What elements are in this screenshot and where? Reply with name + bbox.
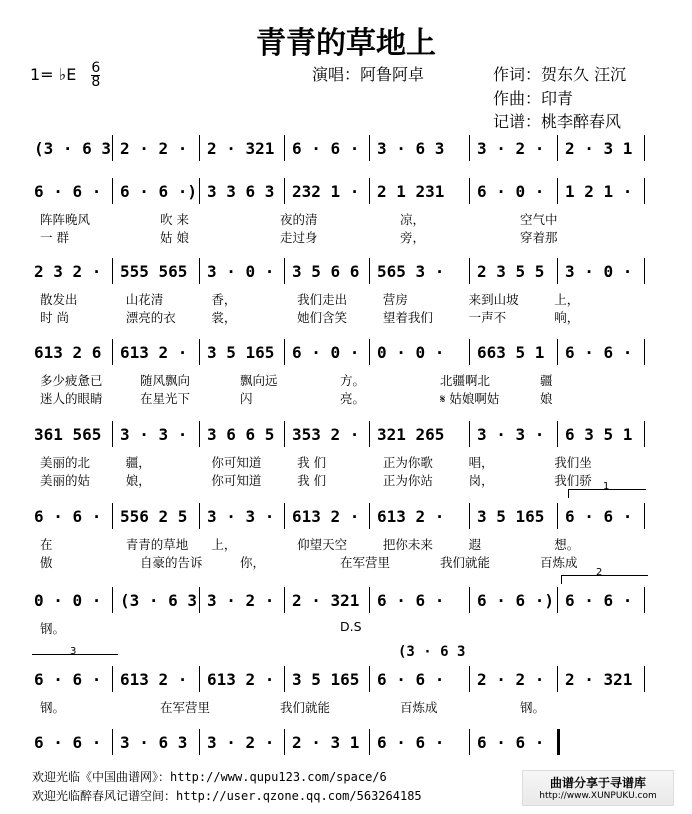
- measure: 613 2 ·: [377, 507, 445, 526]
- measure: 1 2 1 ·: [565, 182, 633, 201]
- lyric-fragment: 望着我们: [382, 310, 433, 325]
- measure: 6 · 6 ·): [477, 591, 555, 610]
- lyric-fragment: 我们就能: [440, 555, 491, 570]
- measure: 3 5 165: [207, 343, 275, 362]
- watermark-line-2: http://www.XUNPUKU.com: [539, 791, 657, 801]
- footer-line-2: 欢迎光临醉春风记谱空间：http://user.qzone.qq.com/563264185: [32, 789, 422, 803]
- lyric-fragment: 她们含笑: [297, 310, 348, 325]
- measure: 2 · 321: [207, 139, 275, 158]
- measure: 3 · 6 3: [377, 139, 445, 158]
- lyric-fragment: 飘向远: [240, 373, 278, 388]
- lyric-fragment: 我们骄: [554, 473, 592, 488]
- measure: 6 · 6 ·: [377, 670, 445, 689]
- lyric-fragment: 来到山坡: [468, 292, 519, 307]
- measure: 2 3 5 5: [477, 262, 545, 281]
- measure: 6 · 6 ·: [377, 591, 445, 610]
- note-line: [0, 507, 692, 531]
- measure: 2 · 3 1: [565, 139, 633, 158]
- measure: 361 565: [34, 425, 102, 444]
- lyric-fragment: 吹 来: [160, 212, 189, 227]
- lyric-fragment: 岗，: [468, 473, 494, 488]
- measure: (3 · 6 3: [120, 591, 198, 610]
- measure: 6 · 0 ·: [477, 182, 545, 201]
- key-label: 1= ♭E: [30, 65, 77, 84]
- lyric-fragment: 漂亮的衣: [125, 310, 176, 325]
- lyric-fragment: 𝄋 姑娘啊姑: [440, 391, 500, 406]
- watermark: [522, 770, 674, 806]
- lyric-fragment: 唱，: [468, 455, 494, 470]
- lyric-fragment: 美丽的姑: [40, 473, 91, 488]
- measure: 3 · 0 ·: [207, 262, 275, 281]
- lyric-fragment: 上，: [211, 537, 237, 552]
- volta-number-2: 2: [596, 567, 603, 578]
- note-line: [0, 425, 692, 449]
- measure: 6 · 6 ·: [34, 670, 102, 689]
- note-line: [0, 591, 692, 615]
- lyric-fragment: 夜的清: [280, 212, 318, 227]
- lyric-fragment: 空气中: [520, 212, 558, 227]
- lyric-fragment: 傲: [40, 555, 53, 570]
- measure: 6 · 6 ·: [565, 343, 633, 362]
- volta-bracket-1: [568, 481, 646, 498]
- measure: 613 2 ·: [207, 670, 275, 689]
- measure: 6 · 6 ·: [34, 507, 102, 526]
- lyric-fragment: 山花清: [125, 292, 164, 307]
- measure: 6 · 6 ·: [377, 733, 445, 752]
- lyric-fragment: 百炼成: [400, 700, 438, 715]
- measure: 321 265: [377, 425, 445, 444]
- lyric-fragment: 北疆啊北: [440, 373, 491, 388]
- lyric-fragment: 走过身: [280, 230, 318, 245]
- lyric-fragment: 穿着那: [520, 230, 558, 245]
- measure: 6 · 6 ·: [34, 182, 102, 201]
- measure: 555 565: [120, 262, 188, 281]
- singer: 演唱：阿鲁阿卓: [312, 65, 425, 84]
- measure: 0 · 0 ·: [377, 343, 445, 362]
- lyric-fragment: 阵阵晚风: [40, 212, 91, 227]
- measure: 3 · 2 ·: [477, 139, 545, 158]
- interlude-prefix: (3 · 6 3: [398, 644, 466, 660]
- measure: 613 2 6: [34, 343, 102, 362]
- key-signature: [30, 62, 100, 89]
- lyric-fragment: 散发出: [40, 292, 78, 307]
- lyric-fragment: 闪: [240, 391, 253, 406]
- measure: 3 · 2 ·: [207, 591, 275, 610]
- lyric-fragment: 在军营里: [340, 555, 391, 570]
- measure: 3 5 6 6: [292, 262, 360, 281]
- measure: 6 · 6 ·: [565, 507, 633, 526]
- measure: 6 · 6 ·: [34, 733, 102, 752]
- lyric-fragment: 营房: [382, 292, 408, 307]
- measure: 3 · 3 ·: [120, 425, 188, 444]
- lyric-fragment: 钢。: [520, 700, 546, 715]
- measure: 613 2 ·: [120, 670, 188, 689]
- measure: 3 6 6 5: [207, 425, 275, 444]
- measure: 2 3 2 ·: [34, 262, 102, 281]
- measure: 2 · 3 1: [292, 733, 360, 752]
- volta-number-3: 3: [70, 646, 77, 657]
- measure: 556 2 5: [120, 507, 188, 526]
- measure: 2 · 321: [292, 591, 360, 610]
- measure: 3 · 2 ·: [207, 733, 275, 752]
- measure: 2 · 2 ·: [477, 670, 545, 689]
- measure: 3 · 0 ·: [565, 262, 633, 281]
- measure: (3 · 6 3: [34, 139, 112, 158]
- measure: 565 3 ·: [377, 262, 445, 281]
- time-sig-top: 6: [91, 60, 101, 76]
- lyric-fragment: 正为你歌: [382, 455, 433, 470]
- note-line: [0, 182, 692, 206]
- transcriber: 记谱：桃李醉春风: [493, 112, 622, 131]
- note-line: [0, 262, 692, 286]
- measure: 2 1 231: [377, 182, 445, 201]
- lyric-fragment: 在: [40, 537, 53, 552]
- lyric-fragment: 想。: [554, 537, 580, 552]
- lyric-fragment: 青青的草地: [125, 537, 189, 552]
- measure: 3 5 165: [292, 670, 360, 689]
- measure: 0 · 0 ·: [34, 591, 102, 610]
- lyric-fragment: 旁，: [400, 230, 426, 245]
- lyric-fragment: 疆，: [125, 455, 151, 470]
- lyric-fragment: 遐: [468, 537, 482, 552]
- measure: 6 · 6 ·): [120, 182, 198, 201]
- note-line: [0, 670, 692, 694]
- volta-number-1: 1: [603, 481, 610, 492]
- measure: 613 2 ·: [120, 343, 188, 362]
- lyric-fragment: 凉，: [400, 212, 426, 227]
- lyric-fragment: 迷人的眼睛: [40, 391, 103, 406]
- lyric-fragment: 我们坐: [554, 455, 592, 470]
- lyric-fragment: 正为你站: [382, 473, 433, 488]
- song-title: 青青的草地上: [256, 26, 436, 61]
- lyric-fragment: 一声不: [468, 310, 507, 325]
- lyric-fragment: 香，: [211, 292, 237, 307]
- note-line: [0, 343, 692, 367]
- lyric-fragment: 多少疲惫已: [40, 373, 103, 388]
- measure: 232 1 ·: [292, 182, 360, 201]
- lyric-fragment: 疆: [540, 373, 553, 388]
- measure: 6 · 6 ·: [565, 591, 633, 610]
- measure: 2 · 2 ·: [120, 139, 188, 158]
- lyric-fragment: 娘: [540, 391, 553, 406]
- lyric-fragment: 你可知道: [211, 473, 262, 488]
- lyric-fragment: 一 群: [40, 230, 69, 245]
- lyric-fragment: 方。: [340, 373, 366, 388]
- lyric-fragment: 我 们: [297, 455, 327, 470]
- lyric-fragment: 上，: [554, 292, 580, 307]
- lyric-fragment: 你，: [240, 555, 266, 570]
- composer: 作曲：印青: [493, 89, 574, 108]
- lyricist: 作词：贺东久 汪沉: [493, 65, 627, 84]
- lyric-fragment: 我们走出: [297, 292, 348, 307]
- volta-bracket-3: [32, 646, 118, 663]
- lyric-fragment: 在军营里: [160, 700, 211, 715]
- measure: 3 5 165: [477, 507, 545, 526]
- measure: 3 3 6 3: [207, 182, 275, 201]
- note-line: [0, 139, 692, 163]
- measure: 6 · 0 ·: [292, 343, 360, 362]
- lyric-fragment: 亮。: [340, 391, 366, 406]
- time-signature: [91, 62, 100, 89]
- lyric-fragment: 裳，: [211, 310, 237, 325]
- measure: 3 · 3 ·: [207, 507, 275, 526]
- lyric-fragment: 钢。: [40, 700, 66, 715]
- measure: 6 3 5 1: [565, 425, 633, 444]
- lyric-fragment: 你可知道: [211, 455, 262, 470]
- measure: 353 2 ·: [292, 425, 360, 444]
- measure: 613 2 ·: [292, 507, 360, 526]
- note-line: [0, 733, 692, 757]
- lyric-fragment: 随风飘向: [140, 373, 191, 388]
- measure: 3 · 3 ·: [477, 425, 545, 444]
- lyric-fragment: D.S: [340, 619, 362, 634]
- measure: 6 · 6 ·: [292, 139, 360, 158]
- lyric-fragment: 娘，: [125, 473, 151, 488]
- measure: 2 · 321: [565, 670, 633, 689]
- time-sig-bottom: 8: [91, 74, 101, 90]
- lyric-fragment: 我们就能: [280, 700, 331, 715]
- volta-bracket-2: [561, 567, 648, 584]
- lyric-fragment: 仰望天空: [297, 537, 348, 552]
- lyric-fragment: 我 们: [297, 473, 327, 488]
- lyric-fragment: 时 尚: [40, 310, 69, 325]
- lyric-fragment: 在星光下: [140, 391, 191, 406]
- footer-line-1: 欢迎光临《中国曲谱网》：http://www.qupu123.com/space/6: [32, 770, 387, 784]
- lyric-fragment: 美丽的北: [40, 455, 91, 470]
- measure: 3 · 6 3: [120, 733, 188, 752]
- lyric-fragment: 自豪的告诉: [140, 555, 203, 570]
- measure: 6 · 6 ·: [477, 733, 545, 752]
- lyric-fragment: 百炼成: [540, 555, 578, 570]
- lyric-fragment: 姑 娘: [160, 230, 189, 245]
- lyric-fragment: 响，: [554, 310, 580, 325]
- measure: 663 5 1: [477, 343, 545, 362]
- lyric-fragment: 把你未来: [382, 537, 433, 552]
- lyric-fragment: 钢。: [40, 621, 66, 636]
- watermark-line-1: 曲谱分享于寻谱库: [549, 776, 646, 790]
